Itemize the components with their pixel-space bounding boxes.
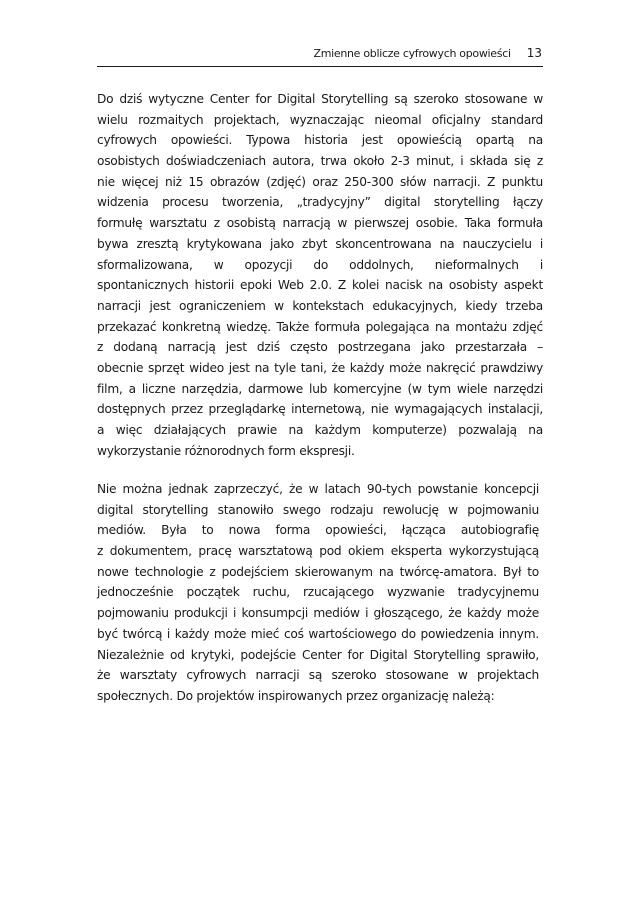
text-line: Nie można jednak zaprzeczyć, że w latach 90-tych powstanie koncepcji	[97, 482, 539, 496]
page-number: 13	[526, 46, 542, 60]
text-line: Do dziś wytyczne Center for Digital Storytelling są szeroko stosowane w	[97, 92, 543, 106]
running-header	[97, 46, 543, 66]
text-line: film, a liczne narzędzia, darmowe lub komercyjne (w tym wiele narzędzi	[97, 381, 543, 396]
text-line: Niezależnie od krytyki, podejście Center for Digital Storytelling sprawiło,	[97, 647, 539, 662]
text-line: nie więcej niż 15 obrazów (zdjęć) oraz 250-300 słów narracji. Z punktu	[97, 174, 543, 189]
running-title: Zmienne oblicze cyfrowych opowieści	[313, 47, 511, 60]
text-line: obecnie sprzęt wideo jest na tyle tani, że każdy może nakręcić prawdziwy	[97, 360, 543, 375]
text-line: dostępnych przez przeglądarkę internetową, nie wymagających instalacji,	[97, 402, 543, 417]
text-line: z dokumentem, pracę warsztatową pod okiem eksperta wykorzystującą	[97, 544, 539, 559]
text-line: mediów. Była to nowa forma opowieści, łącząca autobiografię	[97, 523, 539, 538]
paragraph-1	[97, 89, 543, 461]
text-line: widzenia procesu tworzenia, „tradycyjny” digital storytelling łączy	[97, 195, 543, 210]
text-line: jednocześnie początek ruchu, rzucającego wyzwanie tradycyjnemu	[97, 585, 539, 600]
text-line: że warsztaty cyfrowych narracji są szeroko stosowane w projektach	[97, 668, 539, 683]
text-line: narracji jest ograniczeniem w kontekstach edukacyjnych, kiedy trzeba	[97, 298, 543, 313]
text-line: sformalizowana, w opozycji do oddolnych, nieformalnych i	[97, 257, 543, 272]
paragraph-2	[97, 479, 539, 707]
text-line: być twórcą i każdy może mieć coś wartościowego do powiedzenia innym.	[97, 626, 539, 641]
text-line: przekazać konkretną wiedzę. Także formuła polegająca na montażu zdjęć	[97, 319, 543, 334]
text-line: spontanicznych historii epoki Web 2.0. Z kolei nacisk na osobisty aspekt	[97, 278, 543, 293]
text-line: bywa zresztą krytykowana jako zbyt skoncentrowana na nauczycielu i	[97, 236, 543, 251]
header-rule	[97, 66, 543, 67]
text-line: a więc działających prawie na każdym komputerze) pozwalają na	[97, 423, 543, 437]
text-line: cyfrowych opowieści. Typowa historia jest opowieścią opartą na	[97, 133, 543, 148]
text-line: formułę warsztatu z osobistą narracją w pierwszej osobie. Taka formuła	[97, 216, 543, 231]
text-line: wielu rozmaitych projektach, wyznaczając nieomal oficjalny standard	[97, 112, 543, 127]
text-line: wykorzystanie różnorodnych form ekspresji.	[97, 443, 355, 458]
text-line: osobistych doświadczeniach autora, trwa około 2-3 minut, i składa się z	[97, 154, 543, 169]
text-line: społecznych. Do projektów inspirowanych przez organizację należą:	[97, 688, 495, 703]
text-line: nowe technologie z podejściem skierowanym na twórcę-amatora. Był to	[97, 564, 539, 579]
text-line: digital storytelling stanowiło swego rodzaju rewolucję w pojmowaniu	[97, 502, 539, 517]
text-line: pojmowaniu produkcji i konsumpcji mediów i głoszącego, że każdy może	[97, 606, 539, 621]
text-line: z dodaną narracją jest dziś często postrzegana jako przestarzała –	[97, 340, 543, 355]
